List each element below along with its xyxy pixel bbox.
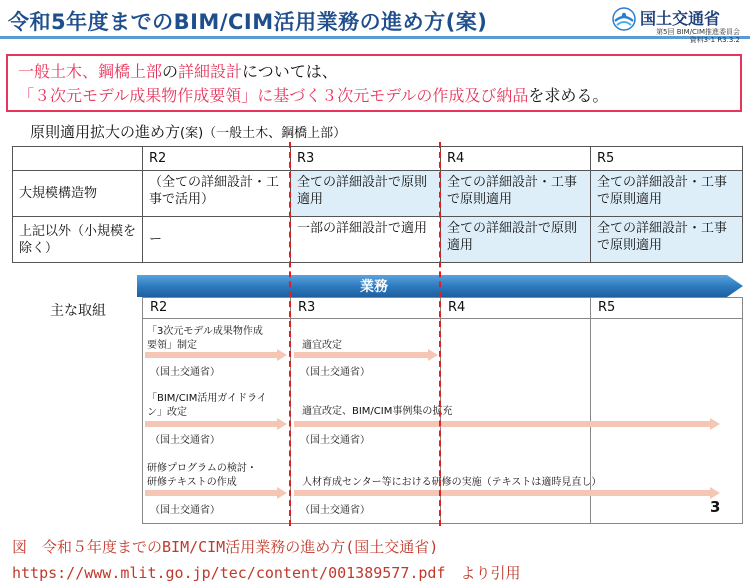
figure-caption: 図 令和５年度までのBIM/CIM活用業務の進め方(国土交通省) xyxy=(12,538,439,556)
item-1-r3-org: （国土交通省） xyxy=(300,367,370,378)
section-heading xyxy=(30,121,346,142)
table-cell: 全ての詳細設計で原則適用 xyxy=(291,171,441,217)
item-2-r2-org: （国土交通省） xyxy=(150,435,220,446)
section-suffix: (案)（一般土木、鋼橋上部） xyxy=(180,126,347,141)
item-3-title-cont: 研修テキストの作成 xyxy=(147,477,237,488)
year-label: R5 xyxy=(598,300,616,315)
title-underline xyxy=(0,36,750,39)
callout-line-2 xyxy=(18,84,730,108)
callout-line-2-end: を求める。 xyxy=(528,86,609,105)
item-3-title: 研修プログラムの検討・ xyxy=(147,463,257,474)
item-1-r2-arrow xyxy=(145,349,287,361)
table-row xyxy=(13,217,743,263)
callout-requirement: 「３次元モデル成果物作成要領」に基づく３次元モデルの作成及び納品 xyxy=(18,86,529,105)
year-label: R3 xyxy=(298,300,316,315)
table-cell: （全ての詳細設計・工事で活用） xyxy=(143,171,291,217)
table-header-cell: R4 xyxy=(441,147,591,171)
item-2-title: 「BIM/CIM活用ガイドライ xyxy=(147,393,267,404)
item-3-r3-org: （国土交通省） xyxy=(300,505,370,516)
item-3-r2-arrow xyxy=(145,487,287,499)
item-2-r3-arrow xyxy=(294,418,720,430)
item-2-title-cont: ン」改定 xyxy=(147,407,187,418)
table-header-cell: R3 xyxy=(291,147,441,171)
item-3-r3-arrow xyxy=(294,487,720,499)
table-cell: 全ての詳細設計・工事で原則適用 xyxy=(441,171,591,217)
r4-divider-dashed xyxy=(439,142,441,526)
table-row xyxy=(13,171,743,217)
slide-title: 令和5年度までのBIM/CIM活用業務の進め方(案) xyxy=(8,10,488,34)
item-2-r3-text: 適宜改定、BIM/CIM事例集の拡充 xyxy=(302,406,453,417)
initiatives-header-rule xyxy=(142,297,743,319)
row-label: 上記以外（小規模を除く） xyxy=(13,217,143,263)
row-label: 大規模構造物 xyxy=(13,171,143,217)
table-cell: 全ての詳細設計で原則適用 xyxy=(441,217,591,263)
table-header-row xyxy=(13,147,743,171)
document-ref: 資料3-1 R3.3.2 xyxy=(689,36,740,44)
callout-line-1-end: については、 xyxy=(242,62,338,81)
table-cell: ー xyxy=(143,217,291,263)
callout-phase: 詳細設計 xyxy=(178,62,243,81)
table-header-cell xyxy=(13,147,143,171)
page-number: 3 xyxy=(710,498,721,516)
table-header-cell: R5 xyxy=(591,147,743,171)
callout-line-1 xyxy=(18,60,730,84)
table-cell: 全ての詳細設計・工事で原則適用 xyxy=(591,217,743,263)
table-cell: 一部の詳細設計で適用 xyxy=(291,217,441,263)
item-1-title-cont: 要領」制定 xyxy=(147,340,197,351)
callout-target: 一般土木、鋼橋上部 xyxy=(18,62,163,81)
table-header-cell: R2 xyxy=(143,147,291,171)
item-1-r3-text: 適宜改定 xyxy=(302,340,342,351)
band-label: 業務 xyxy=(360,279,388,295)
callout-particle: の xyxy=(162,62,179,81)
schedule-table xyxy=(12,146,743,263)
r3-divider-dashed xyxy=(289,142,291,526)
meeting-label: 第5回 BIM/CIM推進委員会 xyxy=(656,28,740,36)
table-cell: 全ての詳細設計・工事で原則適用 xyxy=(591,171,743,217)
item-2-r2-arrow xyxy=(145,418,287,430)
item-1-title: 「3次元モデル成果物作成 xyxy=(147,326,263,337)
requirement-callout xyxy=(6,54,742,112)
item-1-r2-org: （国土交通省） xyxy=(150,367,220,378)
org-name: 国土交通省 xyxy=(640,9,721,28)
item-3-r3-text: 人材育成センター等における研修の実施（テキストは適時見直し） xyxy=(302,477,602,488)
section-title: 原則適用拡大の進め方 xyxy=(30,123,181,141)
item-2-r3-org: （国土交通省） xyxy=(300,435,370,446)
year-label: R2 xyxy=(150,300,168,315)
mlit-emblem-icon xyxy=(612,7,636,31)
item-1-r3-arrow xyxy=(294,349,438,361)
year-label: R4 xyxy=(448,300,466,315)
initiatives-label: 主な取組 xyxy=(50,303,106,319)
item-3-r2-org: （国土交通省） xyxy=(150,505,220,516)
source-url: https://www.mlit.go.jp/tec/content/001389577.pdf より引用 xyxy=(12,564,521,582)
